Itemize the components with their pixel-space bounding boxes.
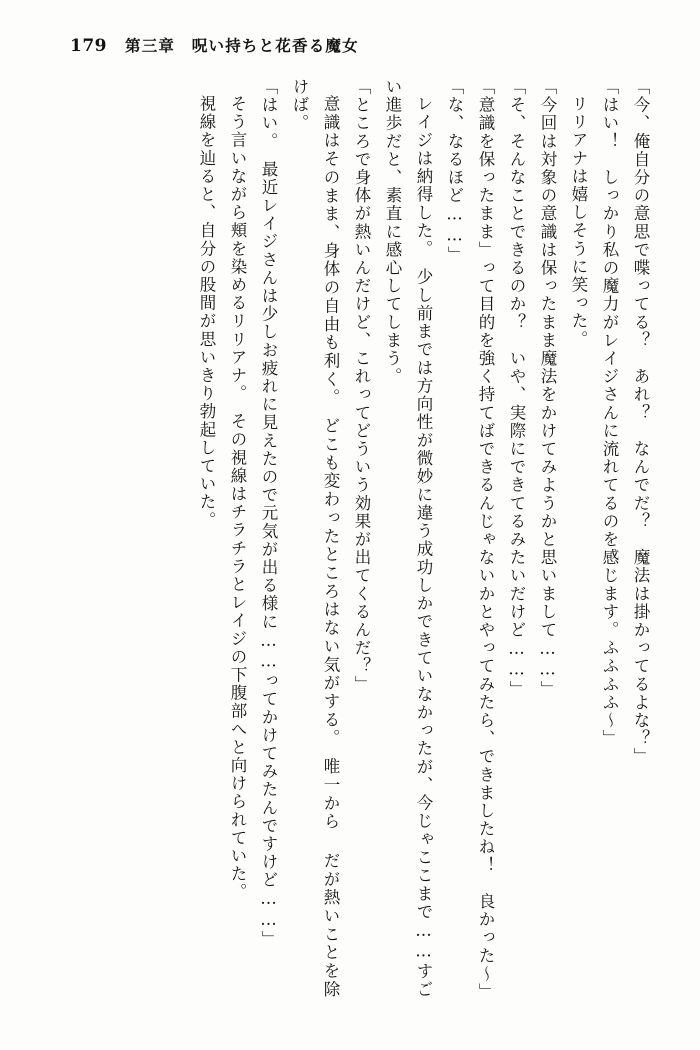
page-number: 179 xyxy=(70,36,107,56)
paragraph: 「そ、そんなことできるのか？ いや、実際にできてるみたいだけど……」 xyxy=(507,78,526,699)
paragraph: 「今、俺自分の意思で喋ってる？ あれ？ なんでだ？ 魔法は掛かってるよな？」 xyxy=(631,78,650,766)
paragraph: 「はい！ しっかり私の魔力がレイジさんに流れてるのを感じます。ふふふふ～」 xyxy=(600,78,619,748)
page-body xyxy=(56,78,656,1008)
paragraph: そう言いながら頬を染めるリリアナ。 その視線はチラチラとレイジの下腹部へと向けられていた。 xyxy=(228,94,247,901)
paragraph: 「はい。 最近レイジさんは少しお疲れに見えたので元気が出る様に……ってかけてみたんですけど……」 xyxy=(259,78,278,949)
paragraph: 「な、なるほど……」 xyxy=(445,78,464,264)
paragraph: リリアナは嬉しそうに笑った。 xyxy=(569,94,588,348)
paragraph: 意識はそのまま、身体の自由も利く。 どこも変わったところはない気がする。 唯一から だが熱いことを除けば。 xyxy=(290,78,340,998)
page-header xyxy=(70,34,359,56)
paragraph: レイジは納得した。 少し前までは方向性が微妙に違う成功しかできていなかったが、今じゃここまで……すごい進歩だと、素直に感心してしまう。 xyxy=(383,78,433,998)
paragraph: 「ところで身体が熱いんだけど、これってどういう効果が出てくるんだ？」 xyxy=(352,78,371,694)
paragraph: 視線を辿ると、自分の股間が思いきり勃起していた。 xyxy=(197,94,216,529)
paragraph: 「意識を保ったまま」って目的を強く持てばできるんじゃないかとやってみたら、できましたね！ 良かった～」 xyxy=(476,78,495,1002)
chapter-title: 第三章 呪い持ちと花香る魔女 xyxy=(125,36,359,55)
vertical-text-column xyxy=(191,78,656,1002)
paragraph: 「今回は対象の意識は保ったまま魔法をかけてみようかと思いまして……」 xyxy=(538,78,557,699)
